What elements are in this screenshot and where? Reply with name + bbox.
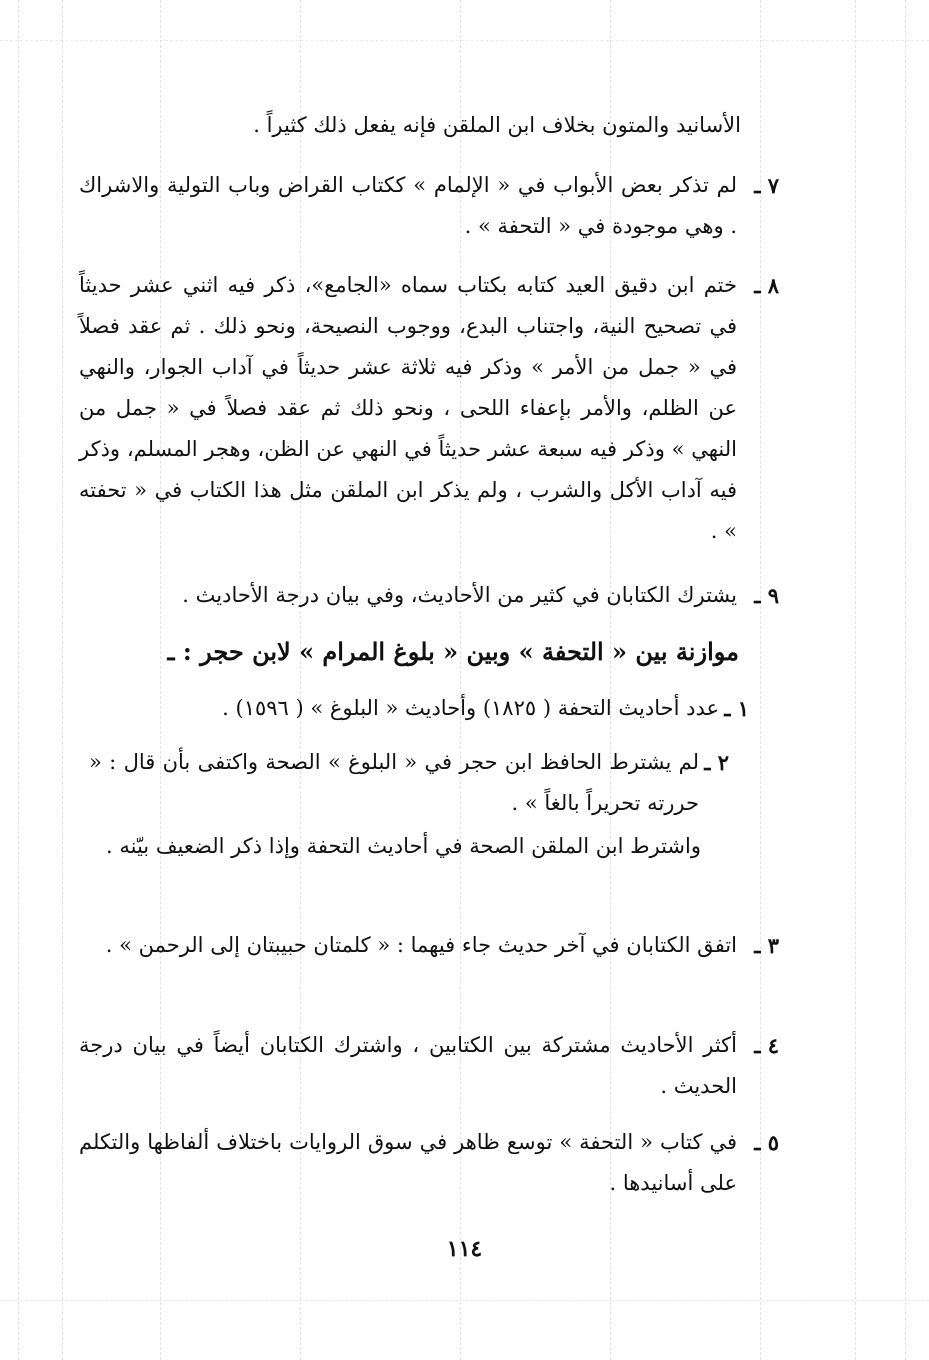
- item-text: عدد أحاديث التحفة ( ١٨٢٥) وأحاديث « البلوغ » ( ١٥٩٦) .: [222, 696, 719, 720]
- grid-line: [18, 0, 19, 1360]
- intro-line: الأسانيد والمتون بخلاف ابن الملقن فإنه يفعل ذلك كثيراً .: [253, 113, 741, 137]
- grid-line: [855, 0, 856, 1360]
- list-item: [79, 1122, 779, 1204]
- grid-line: [905, 0, 906, 1360]
- item-text: يشترك الكتابان في كثير من الأحاديث، وفي بيان درجة الأحاديث .: [182, 583, 737, 607]
- list-item: [79, 265, 779, 552]
- page-number: ١١٤: [446, 1236, 483, 1262]
- sub-list-item: [89, 742, 729, 824]
- list-item: [79, 165, 779, 247]
- item-text: لم يشترط الحافظ ابن حجر في « البلوغ » الصحة واكتفى بأن قال : « حررته تحريراً بالغاً » .: [89, 750, 699, 815]
- item-text: لم تذكر بعض الأبواب في « الإلمام » ككتاب القراض وباب التولية والاشراك . وهي موجودة في « التحفة » .: [79, 173, 737, 238]
- list-item: [79, 575, 779, 616]
- item-number: ٨ ـ: [754, 273, 779, 298]
- section-heading: موازنة بين « التحفة » وبين « بلوغ المرام » لابن حجر : ـ: [167, 637, 739, 666]
- item-text: اتفق الكتابان في آخر حديث جاء فيهما : « كلمتان حبيبتان إلى الرحمن » .: [105, 933, 737, 957]
- item-text: أكثر الأحاديث مشتركة بين الكتابين ، واشترك الكتابان أيضاً في بيان درجة الحديث .: [79, 1033, 737, 1098]
- list-item: [79, 925, 779, 966]
- grid-line: [0, 40, 929, 41]
- item-number: ٣ ـ: [754, 933, 779, 958]
- item-number: ٧ ـ: [754, 173, 779, 198]
- item-number: ٩ ـ: [754, 583, 779, 608]
- item-number: ٤ ـ: [754, 1033, 779, 1058]
- item-text: في كتاب « التحفة » توسع ظاهر في سوق الروايات باختلاف ألفاظها والتكلم على أسانيدها .: [79, 1130, 737, 1195]
- sub-list-item: [149, 688, 749, 729]
- item-number: ٢ ـ: [704, 750, 729, 775]
- item-text: ختم ابن دقيق العيد كتابه بكتاب سماه «الجامع»، ذكر فيه اثني عشر حديثاً في تصحيح النية، واجتناب البدع، ووجوب النصيحة، ونحو ذلك . ثم عقد فصلاً في « جمل من الأمر » وذكر فيه ثلاثة عشر حديثاً في آداب الجوار، والنهي عن الظلم، والأمر بإعفاء اللحى ، ونحو ذلك ثم عقد فصلاً في « جمل من النهي » وذكر فيه سبعة عشر حديثاً في النهي عن الظن، وهجر المسلم، وذكر فيه آداب الأكل والشرب ، ولم يذكر ابن الملقن مثل هذا الكتاب في « تحفته » .: [79, 273, 737, 543]
- item-number: ٥ ـ: [754, 1130, 779, 1155]
- grid-line: [62, 0, 63, 1360]
- item-number: ١ ـ: [724, 696, 749, 721]
- grid-line: [0, 1300, 929, 1301]
- list-item: [79, 1025, 779, 1107]
- continuation-paragraph: واشترط ابن الملقن الصحة في أحاديث التحفة وإذا ذكر الضعيف بيّنه .: [106, 834, 701, 858]
